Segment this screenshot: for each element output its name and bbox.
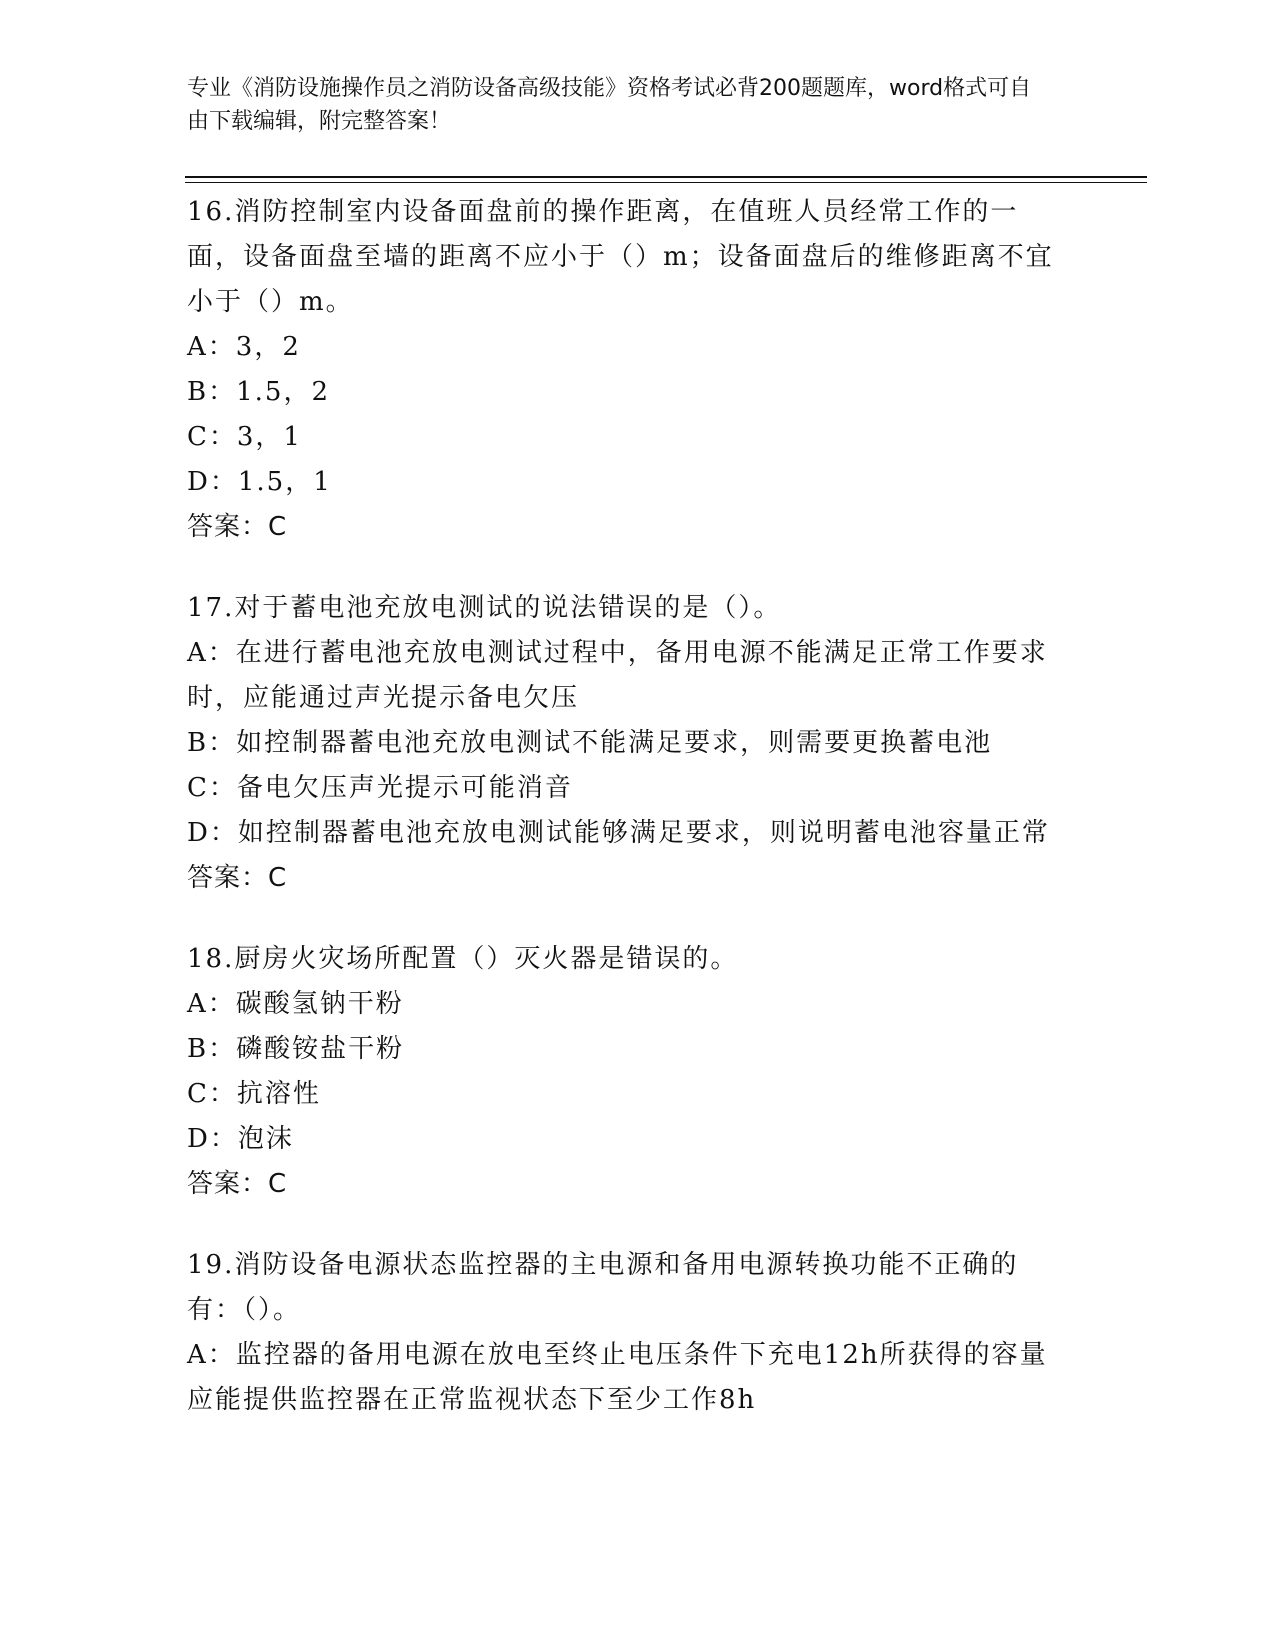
answer: 答案：C [187, 512, 288, 542]
option-b: B：如控制器蓄电池充放电测试不能满足要求，则需要更换蓄电池 [187, 728, 993, 758]
answer: 答案：C [187, 863, 288, 893]
header-rule [185, 176, 1147, 178]
question-18 [187, 937, 1067, 1207]
option-c: C：备电欠压声光提示可能消音 [187, 773, 573, 803]
question-17 [187, 586, 1067, 901]
option-d: D：泡沫 [187, 1124, 294, 1154]
question-stem: 19.消防设备电源状态监控器的主电源和备用电源转换功能不正确的有：（）。 [187, 1250, 1019, 1325]
option-a: A：碳酸氢钠干粉 [187, 989, 404, 1019]
header-rule-thin [185, 182, 1147, 183]
document-header: 专业《消防设施操作员之消防设备高级技能》资格考试必背200题题库，word格式可自由下载编辑，附完整答案！ [187, 76, 1032, 134]
option-c: C：3，1 [187, 422, 302, 452]
option-d: D：1.5，1 [187, 467, 332, 497]
option-a: A：在进行蓄电池充放电测试过程中，备用电源不能满足正常工作要求时，应能通过声光提示备电欠压 [187, 638, 1048, 713]
answer: 答案：C [187, 1169, 288, 1199]
option-b: B：1.5，2 [187, 377, 330, 407]
question-stem: 16.消防控制室内设备面盘前的操作距离，在值班人员经常工作的一面，设备面盘至墙的距离不应小于（）m；设备面盘后的维修距离不宜小于（）m。 [187, 197, 1054, 317]
question-19 [187, 1243, 1067, 1423]
option-c: C：抗溶性 [187, 1079, 321, 1109]
option-a: A：监控器的备用电源在放电至终止电压条件下充电12h所获得的容量应能提供监控器在正常监视状态下至少工作8h [187, 1340, 1048, 1415]
option-b: B：磷酸铵盐干粉 [187, 1034, 405, 1064]
question-16 [187, 190, 1067, 550]
question-list [187, 190, 1067, 1459]
option-a: A：3，2 [187, 332, 301, 362]
question-stem: 18.厨房火灾场所配置（）灭火器是错误的。 [187, 944, 739, 974]
question-stem: 17.对于蓄电池充放电测试的说法错误的是（）。 [187, 593, 782, 623]
option-d: D：如控制器蓄电池充放电测试能够满足要求，则说明蓄电池容量正常 [187, 818, 1050, 848]
